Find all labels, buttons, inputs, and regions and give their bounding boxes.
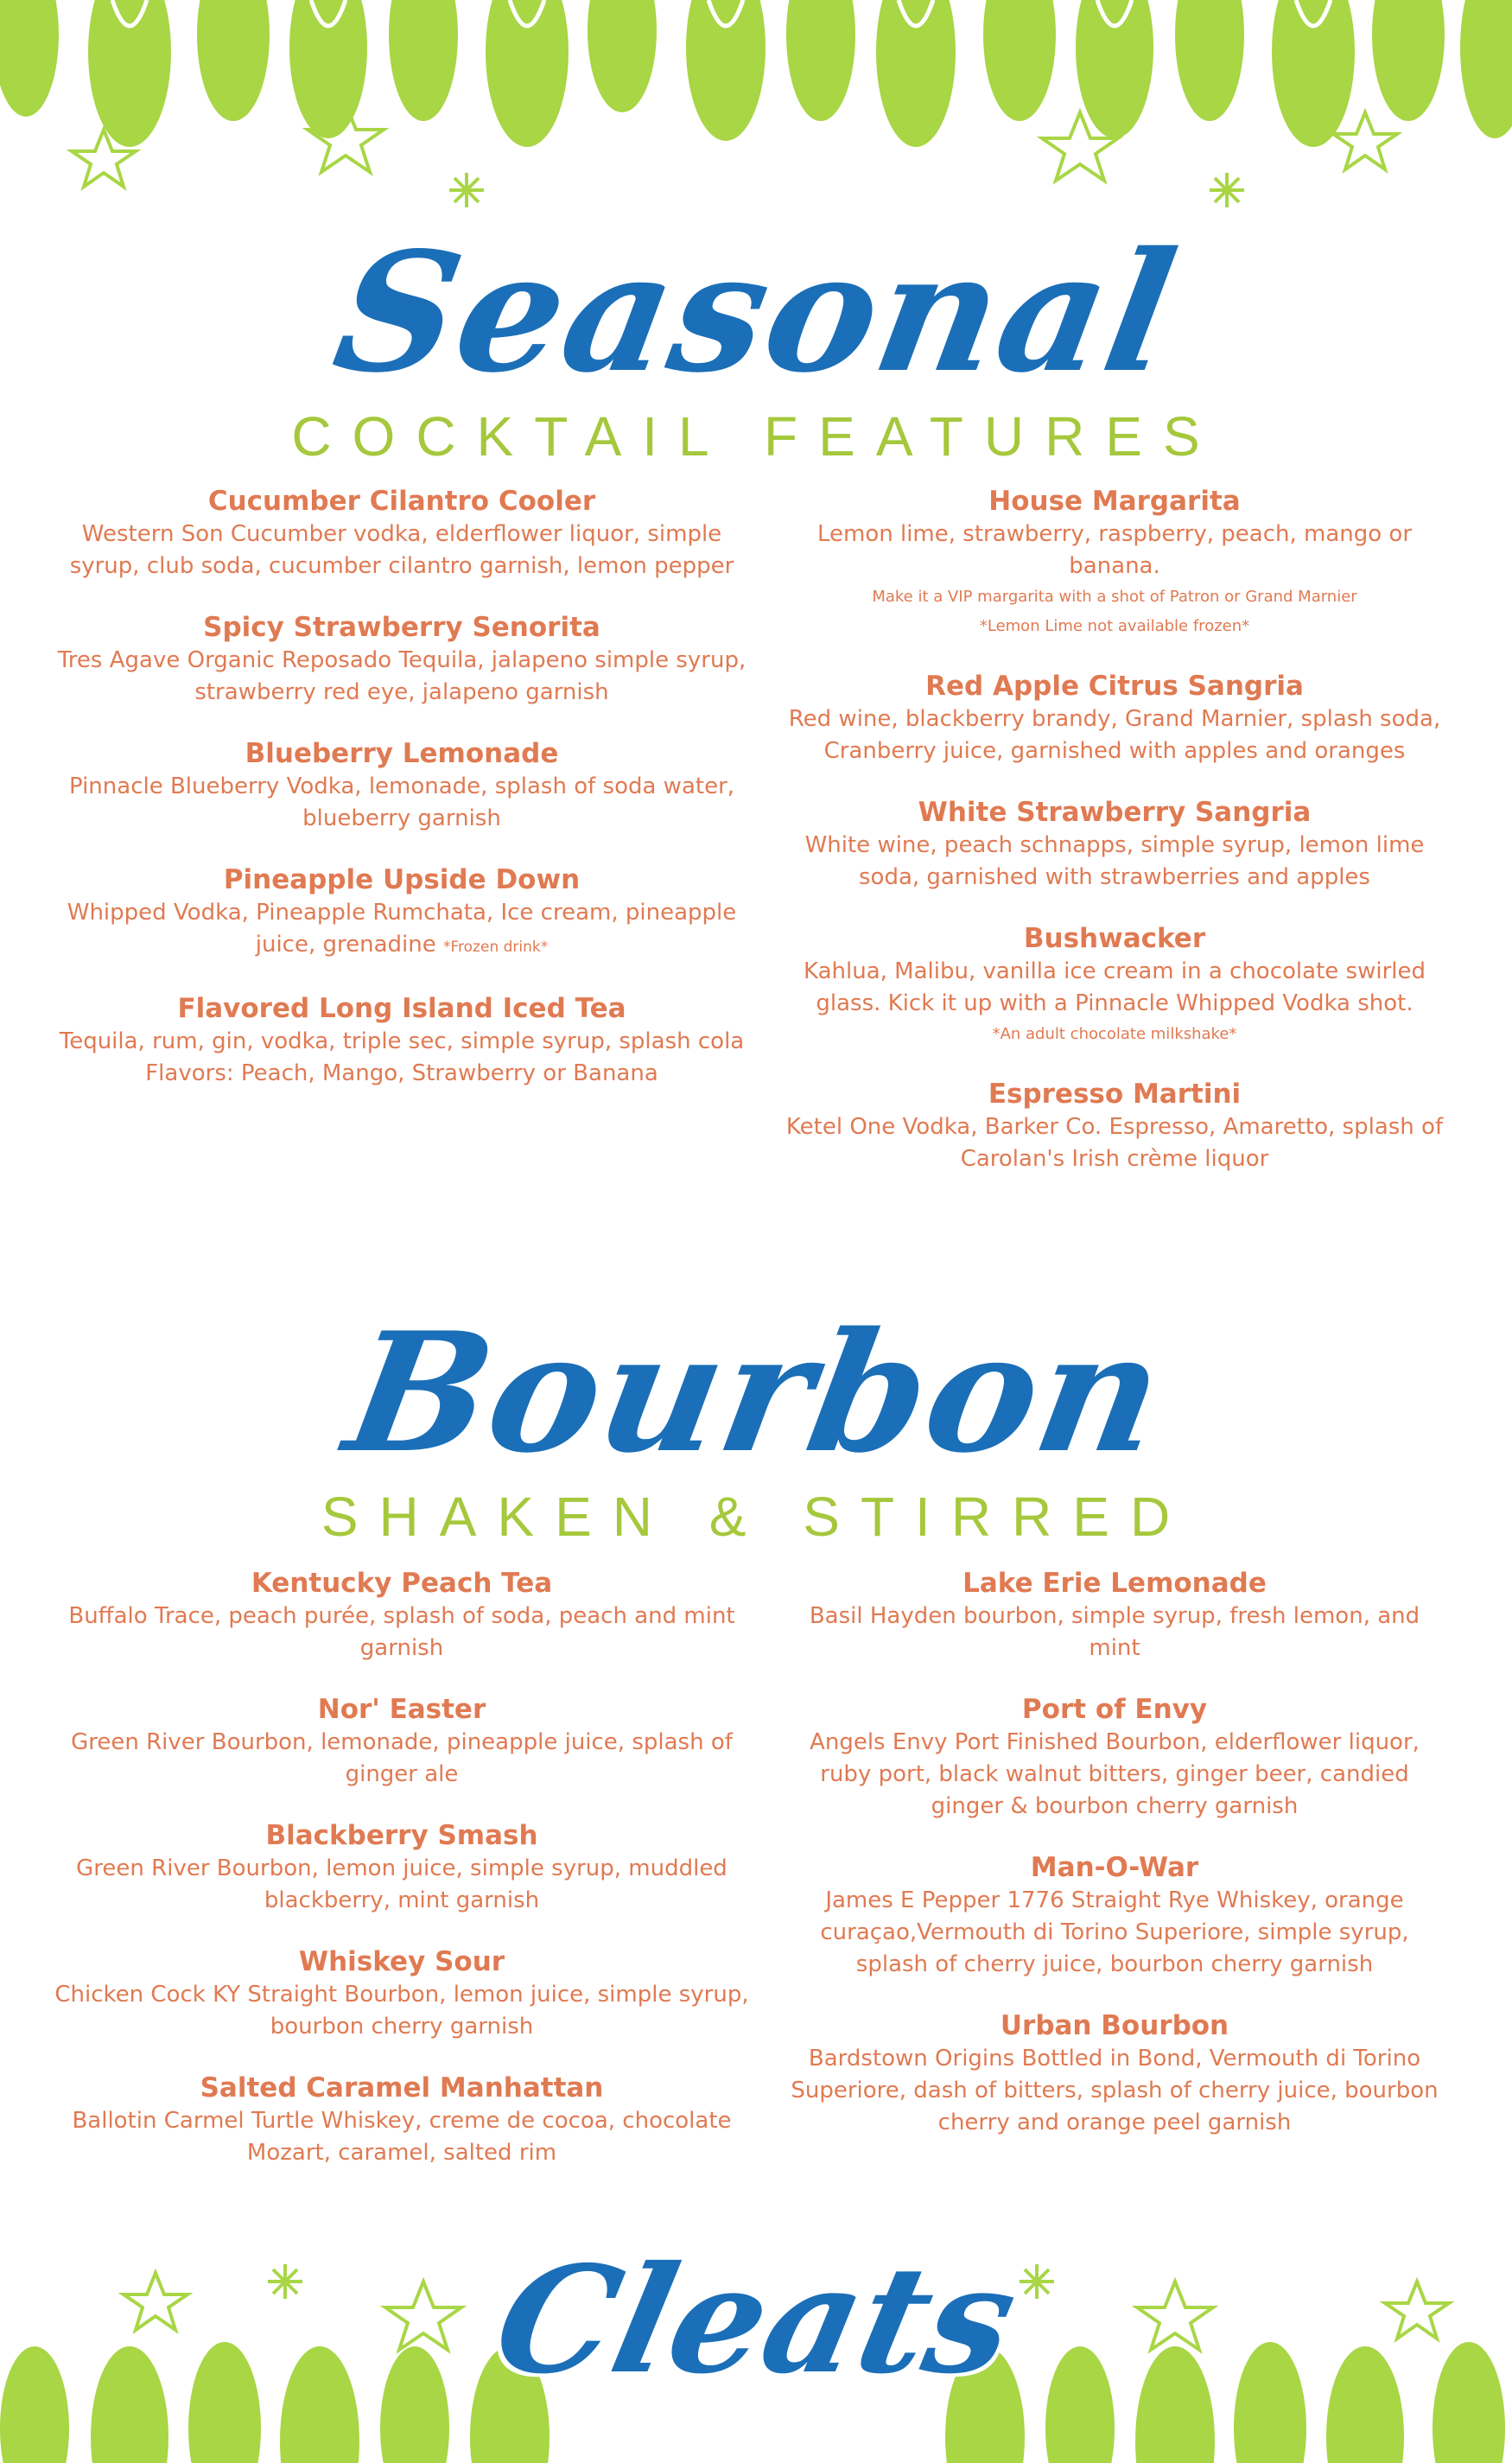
menu-item	[52, 610, 752, 709]
menu-item	[782, 669, 1447, 767]
item-description: Chicken Cock KY Straight Bourbon, lemon juice, simple syrup, bourbon cherry garnish	[54, 1982, 749, 2040]
menu-item	[52, 1944, 752, 2043]
item-name: Nor' Easter	[317, 1694, 486, 1725]
item-description: Kahlua, Malibu, vanilla ice cream in a chocolate swirled glass. Kick it up with a Pinnacle Whipped Vodka shot.	[804, 958, 1426, 1016]
top-decor-band	[0, 0, 1512, 207]
item-note: *Frozen drink*	[443, 939, 549, 956]
item-name: Cucumber Cilantro Cooler	[207, 486, 596, 517]
item-name: Port of Envy	[1021, 1694, 1208, 1725]
item-name: White Strawberry Sangria	[918, 797, 1312, 828]
item-description: Red wine, blackberry brandy, Grand Marnier, splash soda, Cranberry juice, garnished with apples and oranges	[788, 706, 1441, 764]
seasonal-right-column	[782, 484, 1447, 1203]
item-note: Make it a VIP margarita with a shot of Patron or Grand Marnier	[872, 588, 1357, 606]
item-name: Pineapple Upside Down	[223, 864, 581, 895]
item-description: White wine, peach schnapps, simple syrup, lemon lime soda, garnished with strawberries and apples	[804, 832, 1425, 890]
item-name: Blueberry Lemonade	[245, 738, 559, 769]
item-name: Spicy Strawberry Senorita	[203, 612, 600, 643]
item-description: Buffalo Trace, peach purée, splash of soda, peach and mint garnish	[68, 1603, 735, 1661]
item-description: Lemon lime, strawberry, raspberry, peach, mango or banana.	[816, 521, 1413, 579]
item-description: Green River Bourbon, lemon juice, simple syrup, muddled blackberry, mint garnish	[76, 1855, 727, 1913]
seasonal-left-column	[52, 484, 752, 1117]
menu-item	[782, 1566, 1447, 1664]
menu-item	[52, 484, 752, 582]
bourbon-subtitle: SHAKEN & STIRRED	[321, 1486, 1191, 1548]
item-flavors: Flavors: Peach, Mango, Strawberry or Banana	[145, 1060, 658, 1086]
menu-item	[52, 736, 752, 835]
item-description: James E Pepper 1776 Straight Rye Whiskey, orange curaçao,Vermouth di Torino Superiore, simple syrup, splash of cherry juice, bourbon cherry garnish	[820, 1887, 1409, 1977]
menu-item	[782, 2008, 1447, 2139]
menu-item	[52, 1566, 752, 1664]
item-name: Kentucky Peach Tea	[251, 1568, 553, 1599]
item-description: Western Son Cucumber vodka, elderflower liquor, simple syrup, club soda, cucumber cilantro garnish, lemon pepper	[69, 521, 734, 579]
item-name: Whiskey Sour	[298, 1946, 505, 1977]
item-name: Blackberry Smash	[265, 1820, 538, 1851]
item-description: Green River Bourbon, lemonade, pineapple juice, splash of ginger ale	[71, 1729, 733, 1787]
menu-item	[782, 484, 1447, 641]
item-name: Man-O-War	[1030, 1852, 1199, 1883]
item-description	[52, 897, 752, 964]
menu-item	[52, 1818, 752, 1917]
item-description: Tequila, rum, gin, vodka, triple sec, simple syrup, splash cola	[59, 1028, 745, 1054]
menu-item	[782, 1850, 1447, 1981]
item-note: *Lemon Lime not available frozen*	[979, 617, 1250, 635]
item-name: House Margarita	[988, 486, 1241, 517]
item-description: Ballotin Carmel Turtle Whiskey, creme de cocoa, chocolate Mozart, caramel, salted rim	[72, 2108, 732, 2166]
flip-flop-pattern-icon	[0, 0, 1512, 207]
brand-logo: Cleats	[481, 2234, 1031, 2407]
menu-item	[52, 862, 752, 964]
item-note: *An adult chocolate milkshake*	[992, 1025, 1237, 1043]
menu-item	[52, 2071, 752, 2169]
item-name: Urban Bourbon	[1000, 2010, 1229, 2041]
item-description-text: Whipped Vodka, Pineapple Rumchata, Ice cream, pineapple juice, grenadine	[67, 900, 737, 958]
item-name: Bushwacker	[1023, 923, 1206, 954]
menu-item	[52, 1692, 752, 1791]
seasonal-subtitle: COCKTAIL FEATURES	[291, 405, 1221, 468]
item-description: Bardstown Origins Bottled in Bond, Vermouth di Torino Superiore, dash of bitters, splash of cherry juice, bourbon cherry and orange peel garnish	[791, 2046, 1439, 2135]
item-name: Salted Caramel Manhattan	[200, 2072, 604, 2103]
menu-item	[782, 795, 1447, 894]
seasonal-title: Seasonal	[322, 216, 1190, 409]
item-description: Pinnacle Blueberry Vodka, lemonade, splash of soda water, blueberry garnish	[68, 773, 735, 831]
menu-item	[52, 991, 752, 1090]
menu-item	[782, 1077, 1447, 1175]
bourbon-title: Bourbon	[334, 1296, 1178, 1489]
menu-item	[782, 1692, 1447, 1823]
menu-item	[782, 921, 1447, 1049]
item-description: Tres Agave Organic Reposado Tequila, jalapeno simple syrup, strawberry red eye, jalapeno garnish	[57, 647, 746, 705]
item-description: Angels Envy Port Finished Bourbon, elderflower liquor, ruby port, black walnut bitters, ginger beer, candied ginger & bourbon cherry garnish	[810, 1729, 1420, 1819]
item-name: Flavored Long Island Iced Tea	[177, 993, 626, 1024]
item-description: Ketel One Vodka, Barker Co. Espresso, Amaretto, splash of Carolan's Irish crème liquor	[785, 1114, 1444, 1172]
item-description: Basil Hayden bourbon, simple syrup, fresh lemon, and mint	[809, 1603, 1420, 1661]
item-name: Lake Erie Lemonade	[962, 1568, 1267, 1599]
item-name: Red Apple Citrus Sangria	[925, 671, 1304, 702]
bourbon-right-column	[782, 1566, 1447, 2167]
item-name: Espresso Martini	[988, 1079, 1242, 1110]
bourbon-left-column	[52, 1566, 752, 2197]
